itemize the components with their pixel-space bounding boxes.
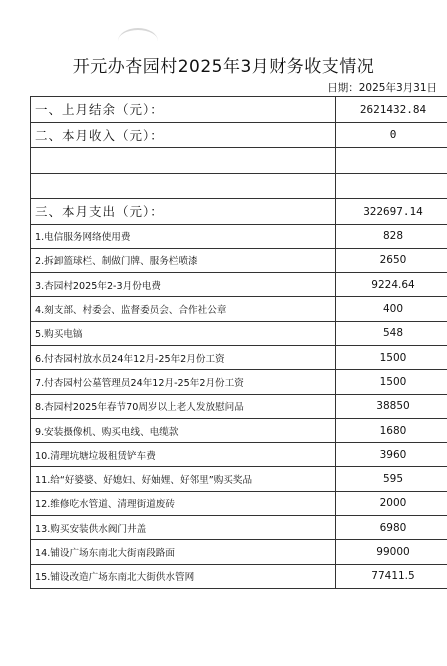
expense-item-row — [31, 418, 447, 442]
expense-item-label: 12.维修吃水管道、清理街道废砖 — [31, 491, 336, 515]
prev-balance-row — [31, 97, 447, 123]
expense-item-value: 3960 — [336, 443, 447, 467]
expense-item-label: 3.杏园村2025年2-3月份电费 — [31, 273, 336, 297]
expense-item-label: 8.杏园村2025年春节70周岁以上老人发放慰问品 — [31, 394, 336, 418]
income-value: 0 — [336, 122, 447, 148]
expense-item-row — [31, 564, 447, 588]
expense-item-row — [31, 540, 447, 564]
expense-item-label: 14.铺设广场东南北大街南段路面 — [31, 540, 336, 564]
expense-item-label: 7.付杏园村公墓管理员24年12月-25年2月份工资 — [31, 370, 336, 394]
expense-item-label: 1.电信服务网络使用费 — [31, 224, 336, 248]
blank-cell — [31, 173, 336, 199]
prev-balance-value: 2621432.84 — [336, 97, 447, 123]
blank-row — [31, 148, 447, 174]
expense-item-row — [31, 345, 447, 369]
expense-item-row — [31, 516, 447, 540]
expense-item-label: 2.拆卸篮球栏、制做门牌、服务栏喷漆 — [31, 248, 336, 272]
income-row — [31, 122, 447, 148]
blank-cell — [336, 173, 447, 199]
blank-cell — [31, 148, 336, 174]
expense-item-value: 77411.5 — [336, 564, 447, 588]
stamp-mark — [118, 28, 158, 54]
expense-item-value: 828 — [336, 224, 447, 248]
expense-item-label: 5.购买电镐 — [31, 321, 336, 345]
expense-item-value: 548 — [336, 321, 447, 345]
expense-item-value: 1500 — [336, 345, 447, 369]
expense-item-label: 6.付杏园村放水员24年12月-25年2月份工资 — [31, 345, 336, 369]
expense-item-label: 15.铺设改造广场东南北大街供水管网 — [31, 564, 336, 588]
expense-item-value: 2000 — [336, 491, 447, 515]
blank-cell — [336, 148, 447, 174]
expense-item-value: 38850 — [336, 394, 447, 418]
expense-item-value: 595 — [336, 467, 447, 491]
page-title: 开元办杏园村2025年3月财务收支情况 — [72, 57, 375, 77]
expense-item-row — [31, 394, 447, 418]
expense-item-row — [31, 273, 447, 297]
expense-item-row — [31, 248, 447, 272]
expense-item-row — [31, 443, 447, 467]
expense-item-value: 9224.64 — [336, 273, 447, 297]
expense-item-value: 1500 — [336, 370, 447, 394]
expense-item-value: 400 — [336, 297, 447, 321]
expense-item-row — [31, 297, 447, 321]
expense-item-row — [31, 321, 447, 345]
expense-item-value: 1680 — [336, 418, 447, 442]
expense-item-row — [31, 224, 447, 248]
expense-item-label: 13.购买安装供水阀门井盖 — [31, 516, 336, 540]
expense-item-row — [31, 491, 447, 515]
expense-item-label: 9.安装摄像机、购买电线、电缆款 — [31, 418, 336, 442]
expense-label: 三、本月支出（元）： — [31, 199, 336, 225]
blank-row — [31, 173, 447, 199]
expense-item-label: 11.给“好婆婆、好媳妇、好妯娌、好邻里”购买奖品 — [31, 467, 336, 491]
expense-item-label: 10.清理坑塘垃圾租赁铲车费 — [31, 443, 336, 467]
expense-value: 322697.14 — [336, 199, 447, 225]
income-label: 二、本月收入（元）： — [31, 122, 336, 148]
finance-table — [30, 96, 447, 589]
expense-row — [31, 199, 447, 225]
expense-item-row — [31, 370, 447, 394]
expense-item-value: 6980 — [336, 516, 447, 540]
expense-item-value: 2650 — [336, 248, 447, 272]
report-date: 日期：2025年3月31日 — [327, 82, 437, 94]
expense-item-value: 99000 — [336, 540, 447, 564]
expense-item-row — [31, 467, 447, 491]
prev-balance-label: 一、上月结余（元）： — [31, 97, 336, 123]
expense-item-label: 4.刻支部、村委会、监督委员会、合作社公章 — [31, 297, 336, 321]
